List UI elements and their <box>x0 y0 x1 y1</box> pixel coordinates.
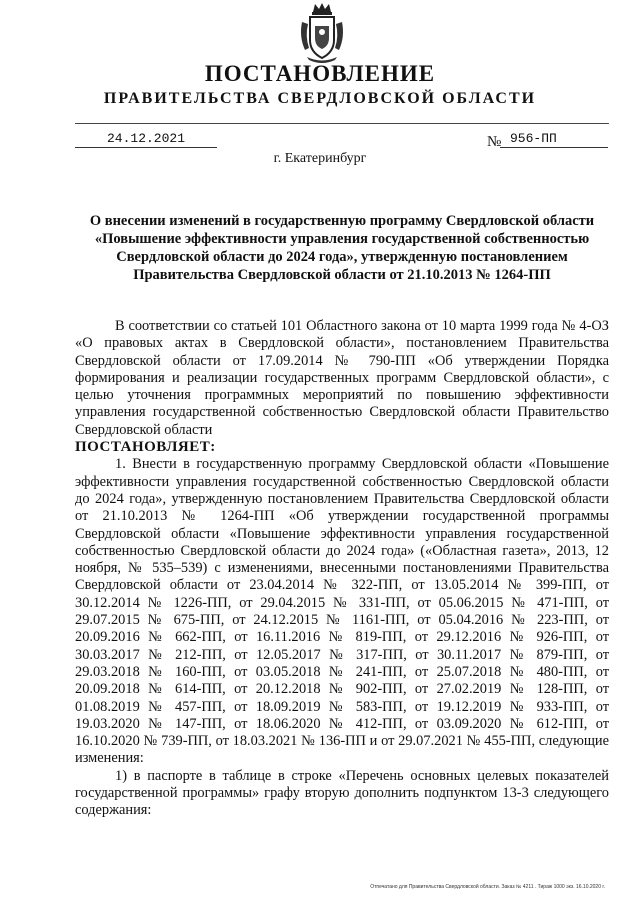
subitem-1-paragraph: 1) в паспорте в таблице в строке «Перечень основных целевых показателей государственной программы» графу вторую дополнить подпунктом 13-3 следующего содержания: <box>75 767 609 819</box>
document-title: О внесении изменений в государственную программу Свердловской области «Повышение эффективности управления государственной собственностью Свердловской области до 2024 года», утвержденную постановлением Правительства Свердловской области от 21.10.2013 № 1264-ПП <box>89 213 595 283</box>
issuer-heading: ПРАВИТЕЛЬСТВА СВЕРДЛОВСКОЙ ОБЛАСТИ <box>103 90 537 107</box>
coat-of-arms-icon <box>299 2 345 64</box>
number-label: № <box>487 134 502 150</box>
doc-type-heading: ПОСТАНОВЛЕНИЕ <box>204 61 436 86</box>
decree-word: ПОСТАНОВЛЯЕТ: <box>75 439 216 456</box>
document-date: 24.12.2021 <box>75 131 217 148</box>
document-body <box>75 318 609 820</box>
preamble-paragraph: В соответствии со статьей 101 Областного закона от 10 марта 1999 года № 4-ОЗ «О правовых актах в Свердловской области», постановлением Правительства Свердловской области от 17.09.2014 № 790-ПП «Об утверждении Порядка формирования и реализации государственных программ Свердловской области», с целью уточнения программных мероприятий по повышению эффективности управления государственной собственностью Свердловской области Правительство Свердловской области <box>75 318 609 438</box>
city: г. Екатеринбург <box>273 151 367 166</box>
print-footer: Отпечатано для Правительства Свердловской области. Заказ № 4211 . Тираж 1000 экз. 16.10.2020 г. <box>370 884 605 890</box>
document-number: 956-ПП <box>500 131 608 148</box>
item-1-paragraph: 1. Внести в государственную программу Свердловской области «Повышение эффективности управления государственной собственностью Свердловской области до 2024 года», утвержденную постановлением Правительства Свердловской области от 21.10.2013 № 1264-ПП «Об утверждении государственной программы Свердловской области «Повышение эффективности управления государственной собственностью Свердловской области до 2024 года» («Областная газета», 2013, 12 ноября, № 535–539) с изменениями, внесенными постановлениями Правительства Свердловской области от 23.04.2014 № 322-ПП, от 13.05.2014 № 399-ПП, от 30.12.2014 № 1226-ПП, от 29.04.2015 № 331-ПП, от 05.06.2015 № 471-ПП, от 29.07.2015 № 675-ПП, от 24.12.2015 № 1161-ПП, от 05.04.2016 № 223-ПП, от 20.09.2016 № 662-ПП, от 16.11.2016 № 819-ПП, от 29.12.2016 № 926-ПП, от 30.03.2017 № 212-ПП, от 12.05.2017 № 317-ПП, от 30.11.2017 № 879-ПП, от 29.03.2018 № 160-ПП, от 03.05.2018 № 241-ПП, от 25.07.2018 № 480-ПП, от 20.09.2018 № 614-ПП, от 20.12.2018 № 902-ПП, от 27.02.2019 № 128-ПП, от 01.08.2019 № 457-ПП, от 18.09.2019 № 583-ПП, от 19.12.2019 № 933-ПП, от 19.03.2020 № 147-ПП, от 18.06.2020 № 412-ПП, от 03.09.2020 № 612-ПП, от 16.10.2020 № 739-ПП, от 18.03.2021 № 136-ПП и от 29.07.2021 № 455-ПП, следующие изменения: <box>75 456 609 767</box>
header-divider <box>75 123 609 124</box>
